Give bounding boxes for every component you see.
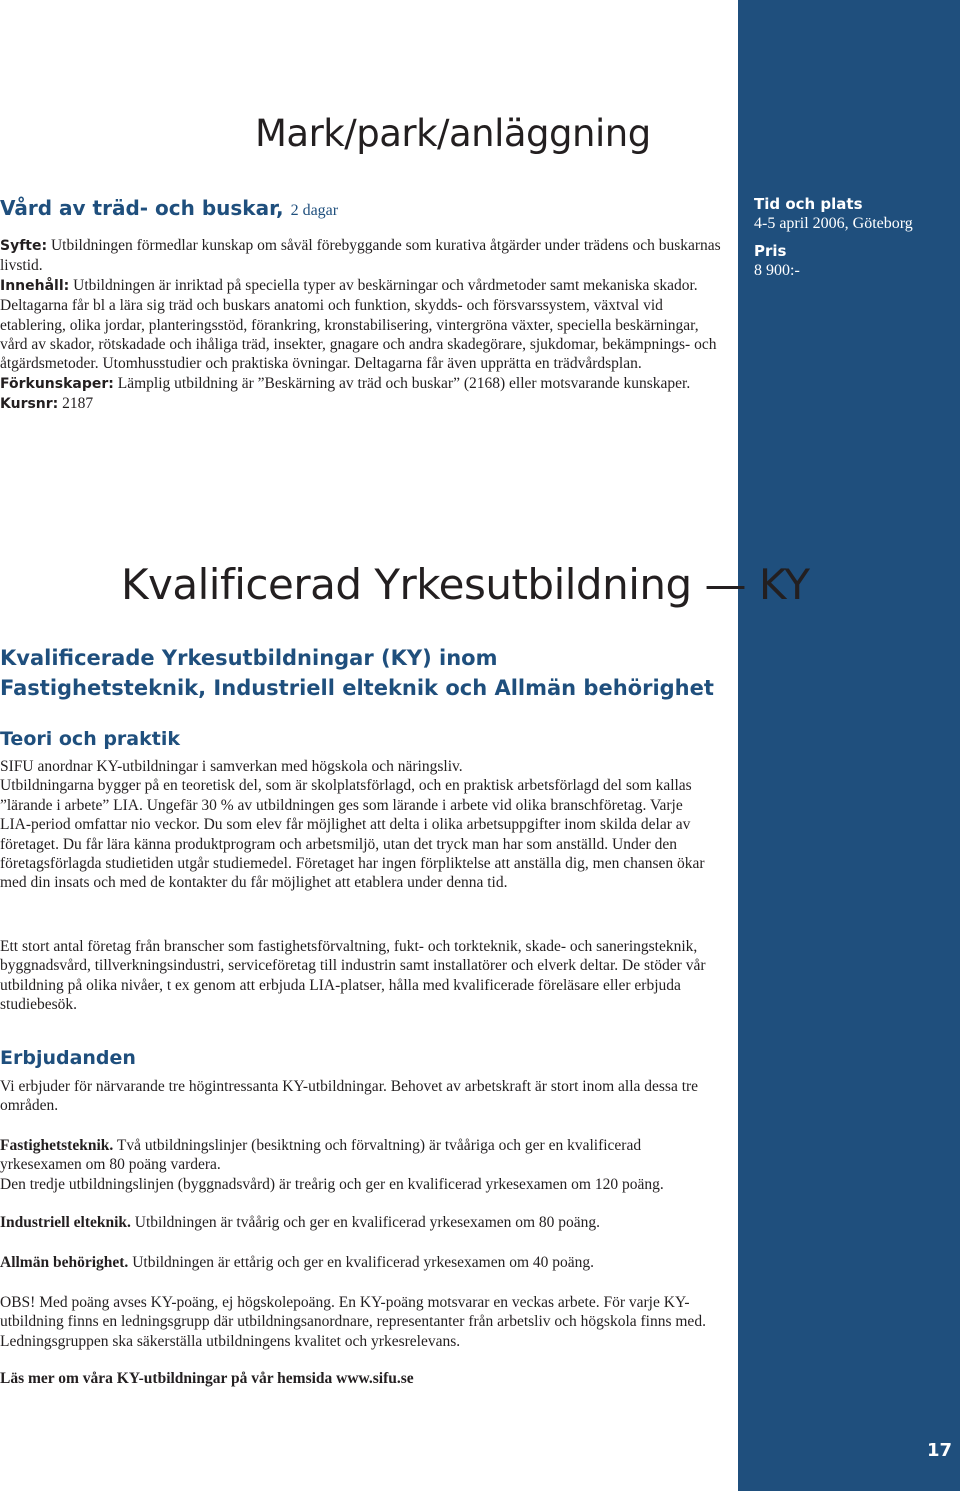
partners-section bbox=[0, 937, 710, 1015]
allman-text: Utbildningen är ettårig och ger en kvalificerad yrkesexamen om 40 poäng. bbox=[132, 1254, 595, 1271]
ky-heading-line1: Kvalificerade Yrkesutbildningar (KY) inom bbox=[0, 646, 498, 670]
price-value: 8 900:- bbox=[754, 262, 800, 279]
forkunskaper-paragraph bbox=[0, 374, 725, 394]
erbjudanden-heading: Erbjudanden bbox=[0, 1047, 136, 1069]
obs-paragraph: OBS! Med poäng avses KY-poäng, ej högskolepoäng. En KY-poäng motsvarar en veckas arbete. För varje KY-utbildning finns en ledningsgrupp där utbildningsanordnare, representanter från arbetsliv och högskola finns med. Ledningsgruppen ska säkerställa utbildningens kvalitet och yrkesrelevans. bbox=[0, 1294, 706, 1350]
innehall-label: Innehåll: bbox=[0, 277, 70, 294]
ky-heading-line2: Fastighetsteknik, Industriell elteknik och Allmän behörighet bbox=[0, 676, 714, 700]
industriell-paragraph bbox=[0, 1213, 725, 1232]
course-title bbox=[0, 195, 338, 224]
section-title-ky: Kvalificerad Yrkesutbildning — KY bbox=[121, 560, 810, 609]
syfte-paragraph bbox=[0, 236, 725, 276]
fastighetsteknik-text: Två utbildningslinjer (besiktning och förvaltning) är tvååriga och ger en kvalificerad yrkesexamen om 80 poäng vardera. bbox=[0, 1137, 642, 1174]
forkunskaper-text: Lämplig utbildning är ”Beskärning av träd och buskar” (2168) eller motsvarande kunskaper. bbox=[117, 374, 691, 392]
kursnr-value: 2187 bbox=[62, 395, 94, 413]
teori-paragraph-3: Ett stort antal företag från branscher som fastighetsförvaltning, fukt- och torkteknik, skade- och saneringsteknik, byggnadsvård, tillverkningsindustri, serviceföretag till industrin samt installatörer och elverk deltar. De stöder vår utbildning på olika nivåer, t ex genom att erbjuda LIA-platser, hålla med kvalificerade föreläsare eller erbjuda studiebesök. bbox=[0, 938, 706, 1014]
page-number: 17 bbox=[926, 1440, 952, 1461]
industriell-label: Industriell elteknik. bbox=[0, 1214, 131, 1231]
read-more-section bbox=[0, 1369, 725, 1388]
kursnr-paragraph bbox=[0, 394, 725, 414]
industriell-text: Utbildningen är tvåårig och ger en kvalificerad yrkesexamen om 80 poäng. bbox=[134, 1214, 601, 1231]
innehall-text: Utbildningen är inriktad på speciella typer av beskärningar och vårdmetoder samt mekaniska skador. Deltagarna får bl a lära sig träd och buskars anatomi och funktion, skydds- och försvarssystem, växtval vid etablering, olika jordar, planteringsstöd, förankring, kronstabilisering, vintergröna växter, speciella beskärningar, vård av skador, rötskadade och ihåliga träd, insekter, gnagare och andra skadegörare, sjukdomar, bekämpnings- och åtgärdsmetoder. Utomhusstudier och praktiska övningar. Deltagarna får även upprätta en trädvårdsplan. bbox=[0, 276, 717, 373]
course-title-text: Vård av träd- och buskar, bbox=[0, 196, 284, 220]
teori-paragraph-2: Utbildningarna bygger på en teoretisk del, som är skolplatsförlagd, och en praktisk arbetsförlagd del som kallas ”lärande i arbete” LIA. Ungefär 30 % av utbildningen ges som lärande i arbete vid olika branschföretag. Varje LIA-period omfattar nio veckor. Du som elev får möjlighet att delta i olika arbetsuppgifter inom skilda delar av företaget. Du får lära känna produktprogram och arbetsmiljö, utan det tryck man har som anställd. Under den företagsförlagda studietiden utgår studiemedel. Företaget har ingen förpliktelse att anställa dig, men chansen ökar med din insats och med de kontakter du får möjlighet att etablera under denna tid. bbox=[0, 777, 705, 892]
allman-paragraph bbox=[0, 1253, 725, 1272]
obs-section bbox=[0, 1293, 712, 1351]
kursnr-label: Kursnr: bbox=[0, 396, 59, 413]
section-title-mark-park: Mark/park/anläggning bbox=[255, 112, 651, 155]
fastighetsteknik-label: Fastighetsteknik. bbox=[0, 1137, 114, 1154]
fastighetsteknik-paragraph-2: Den tredje utbildningslinjen (byggnadsvård) är treårig och ger en kvalificerad yrkesexamen om 120 poäng. bbox=[0, 1175, 664, 1193]
syfte-text: Utbildningen förmedlar kunskap om såväl förebyggande som kurativa åtgärder under trädens och buskarnas livstid. bbox=[0, 237, 721, 275]
teori-section bbox=[0, 757, 715, 893]
course-description bbox=[0, 236, 725, 415]
erbjudanden-intro bbox=[0, 1077, 710, 1116]
course-info-box bbox=[754, 195, 954, 289]
erbjudanden-paragraph: Vi erbjuder för närvarande tre högintressanta KY-utbildningar. Behovet av arbetskraft är stort inom alla dessa tre områden. bbox=[0, 1078, 699, 1115]
ky-heading bbox=[0, 643, 730, 703]
industriell-section bbox=[0, 1213, 725, 1232]
allman-label: Allmän behörighet. bbox=[0, 1254, 129, 1271]
fastighetsteknik-paragraph bbox=[0, 1136, 715, 1175]
forkunskaper-label: Förkunskaper: bbox=[0, 375, 114, 392]
fastighetsteknik-section bbox=[0, 1136, 715, 1194]
syfte-label: Syfte: bbox=[0, 238, 48, 254]
read-more-bold: Läs mer om våra KY-utbildningar på vår hemsida www.sifu.se bbox=[0, 1370, 414, 1387]
time-place-label: Tid och plats bbox=[754, 195, 863, 213]
teori-paragraph-1: SIFU anordnar KY-utbildningar i samverkan med högskola och näringsliv. bbox=[0, 758, 463, 775]
sidebar-panel bbox=[738, 0, 960, 1491]
teori-heading: Teori och praktik bbox=[0, 728, 180, 750]
price-label: Pris bbox=[754, 242, 787, 260]
read-more-text bbox=[0, 1369, 725, 1388]
allman-section bbox=[0, 1253, 725, 1272]
time-place-value: 4-5 april 2006, Göteborg bbox=[754, 215, 913, 232]
innehall-paragraph bbox=[0, 276, 725, 374]
course-duration: 2 dagar bbox=[290, 202, 339, 219]
